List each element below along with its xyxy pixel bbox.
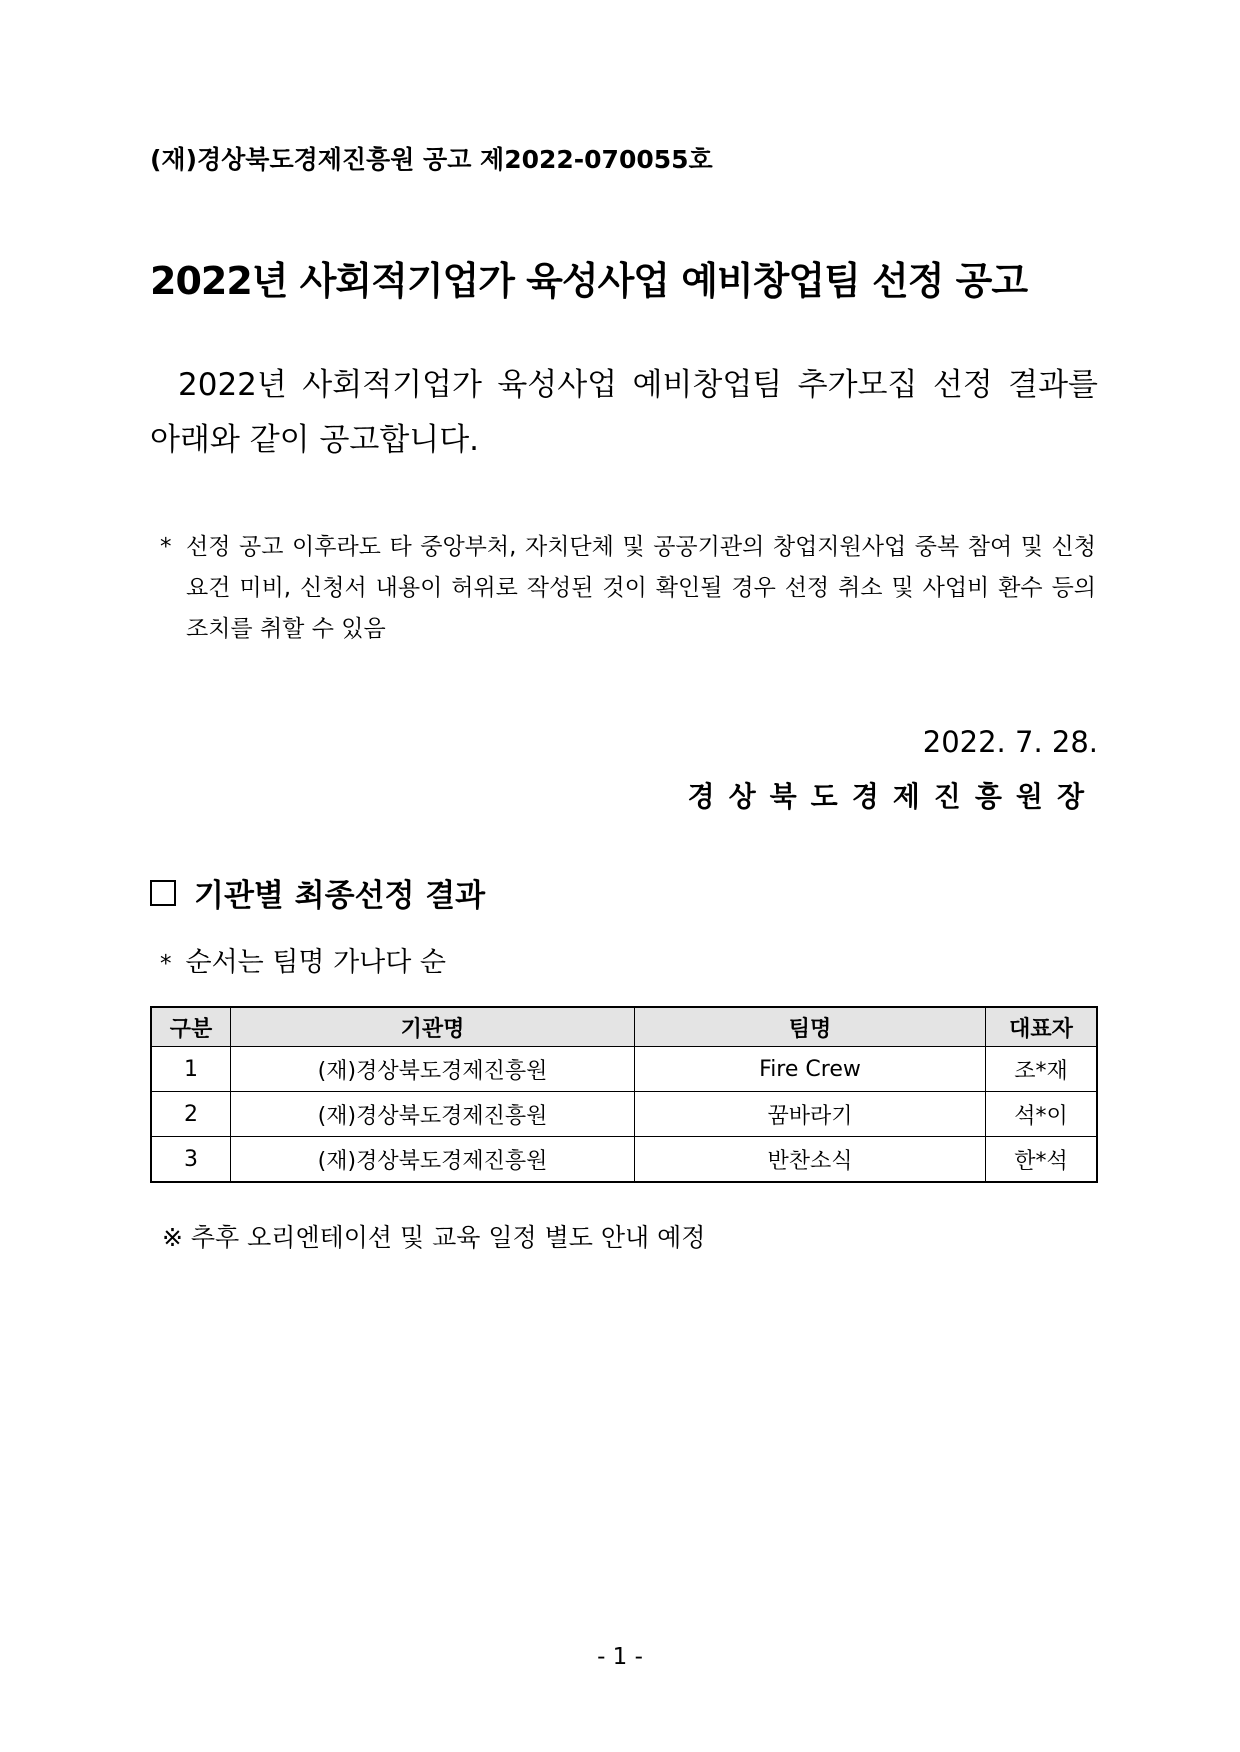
- caveat-text: 선정 공고 이후라도 타 중앙부처, 자치단체 및 공공기관의 창업지원사업 중복 참여 및 신청요건 미비, 신청서 내용이 허위로 작성된 것이 확인될 경우 선정 취소 및 사업비 환수 등의 조치를 취할 수 있음: [186, 534, 1096, 642]
- cell-category: 3: [151, 1137, 231, 1183]
- table-row: [151, 1137, 1097, 1183]
- cell-category: 2: [151, 1092, 231, 1137]
- cell-category: 1: [151, 1047, 231, 1092]
- header-team-name: 팀명: [635, 1007, 986, 1047]
- caveat-note: [160, 527, 1096, 650]
- header-organization: 기관명: [231, 1007, 635, 1047]
- page-number: - 1 -: [597, 1644, 643, 1670]
- notice-date: 2022. 7. 28.: [922, 725, 1098, 759]
- issuer-name: 경상북도경제진흥원장: [687, 780, 1098, 813]
- header-category: 구분: [151, 1007, 231, 1047]
- intro-text: 2022년 사회적기업가 육성사업 예비창업팀 추가모집 선정 결과를 아래와 같이 공고합니다.: [150, 367, 1098, 458]
- cell-representative: 조*재: [986, 1047, 1098, 1092]
- table-row: [151, 1047, 1097, 1092]
- header-representative: 대표자: [986, 1007, 1098, 1047]
- section-heading-text: 기관별 최종선정 결과: [194, 878, 486, 914]
- cell-team-name: Fire Crew: [635, 1047, 986, 1092]
- document-title: 2022년 사회적기업가 육성사업 예비창업팀 선정 공고: [150, 259, 1028, 303]
- table-header-row: [151, 1007, 1097, 1047]
- section-heading: [150, 870, 485, 915]
- cell-representative: 한*석: [986, 1137, 1098, 1183]
- order-note-marker: *: [160, 951, 172, 977]
- results-table: [150, 1006, 1098, 1183]
- followup-note: ※ 추후 오리엔테이션 및 교육 일정 별도 안내 예정: [162, 1223, 706, 1252]
- cell-organization: (재)경상북도경제진흥원: [231, 1137, 635, 1183]
- order-note: [160, 940, 446, 979]
- table-row: [151, 1092, 1097, 1137]
- order-note-text: 순서는 팀명 가나다 순: [185, 947, 446, 978]
- cell-team-name: 꿈바라기: [635, 1092, 986, 1137]
- intro-paragraph: [150, 358, 1098, 468]
- caveat-marker: *: [160, 534, 172, 560]
- cell-team-name: 반찬소식: [635, 1137, 986, 1183]
- cell-representative: 석*이: [986, 1092, 1098, 1137]
- checkbox-square-icon: [150, 880, 176, 906]
- notice-number: (재)경상북도경제진흥원 공고 제2022-070055호: [150, 145, 713, 174]
- cell-organization: (재)경상북도경제진흥원: [231, 1047, 635, 1092]
- cell-organization: (재)경상북도경제진흥원: [231, 1092, 635, 1137]
